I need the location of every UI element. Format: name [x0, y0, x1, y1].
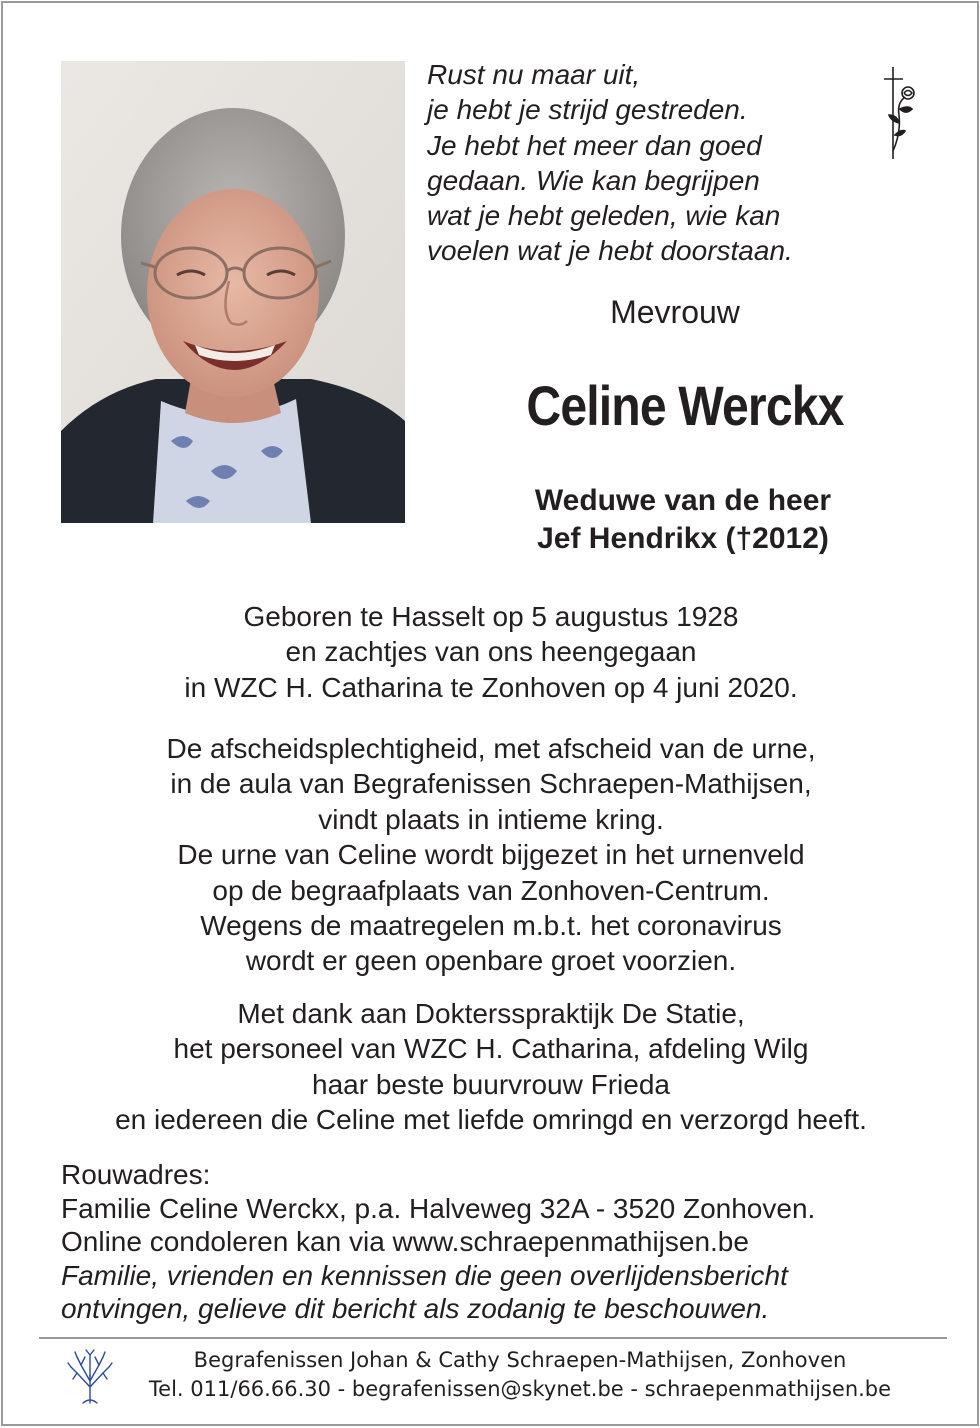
portrait-photo [61, 61, 405, 523]
address-family: Familie Celine Werckx, p.a. Halveweg 32A - 3520 Zonhoven. [61, 1192, 816, 1224]
cross-rose-icon [875, 63, 925, 163]
text-line: haar beste buurvrouw Frieda [312, 1068, 670, 1100]
funeral-home-contact: Tel. 011/66.66.30 - begrafenissen@skynet.be - schraepenmathijsen.be [148, 1377, 892, 1401]
birth-death-paragraph [33, 599, 949, 705]
poem-line: je hebt je strijd gestreden. [427, 94, 748, 126]
widow-of [443, 482, 923, 558]
salutation: Mevrouw [610, 294, 740, 330]
ceremony-paragraph [33, 731, 949, 979]
text-line: en zachtjes van ons heengegaan [285, 636, 697, 668]
text-line: in WZC H. Catharina te Zonhoven op 4 juni 2020. [184, 671, 798, 703]
text-line: De afscheidsplechtigheid, met afscheid van de urne, [166, 733, 816, 764]
widow-line: Weduwe van de heer [534, 484, 832, 517]
spouse-line: Jef Hendrikx (†2012) [537, 522, 829, 555]
mourning-address [61, 1158, 941, 1326]
text-line: op de begraafplaats van Zonhoven-Centrum. [212, 874, 770, 906]
poem-line: Je hebt het meer dan goed [427, 129, 762, 161]
tree-logo-icon [65, 1347, 115, 1405]
funeral-home-name: Begrafenissen Johan & Cathy Schraepen-Mathijsen, Zonhoven [193, 1348, 847, 1372]
text-line: Wegens de maatregelen m.b.t. het coronavirus [200, 910, 782, 942]
notice-note: Familie, vrienden en kennissen die geen overlijdensbericht [61, 1259, 788, 1291]
poem-line: Rust nu maar uit, [427, 59, 641, 90]
funeral-home-footer [121, 1346, 919, 1404]
address-label: Rouwadres: [61, 1159, 211, 1190]
text-line: De urne van Celine wordt bijgezet in het urnenveld [177, 839, 805, 871]
poem-line: gedaan. Wie kan begrijpen [427, 164, 760, 196]
online-condolence: Online condoleren kan via www.schraepenmathijsen.be [61, 1226, 749, 1257]
text-line: in de aula van Begrafenissen Schraepen-Mathijsen, [170, 768, 812, 800]
poem-line: wat je hebt geleden, wie kan [427, 200, 781, 232]
portrait-image [61, 61, 405, 523]
text-line: het personeel van WZC H. Catharina, afdeling Wilg [173, 1033, 809, 1065]
notice-note: ontvingen, gelieve dit bericht als zodanig te beschouwen. [61, 1293, 770, 1324]
death-notice-card [1, 1, 979, 1426]
text-line: vindt plaats in intieme kring. [318, 803, 664, 835]
text-line: Met dank aan Doktersspraktijk De Statie, [237, 998, 745, 1029]
text-line: en iedereen die Celine met liefde omringd en verzorgd heeft. [115, 1104, 867, 1136]
poem-verse [427, 57, 867, 269]
poem-line: voelen wat je hebt doorstaan. [427, 235, 793, 267]
text-line: Geboren te Hasselt op 5 augustus 1928 [243, 601, 739, 632]
text-line: wordt er geen openbare groet voorzien. [245, 945, 737, 977]
thanks-paragraph [33, 996, 949, 1138]
footer-divider [39, 1337, 947, 1339]
deceased-name: Celine Werckx [526, 374, 844, 437]
